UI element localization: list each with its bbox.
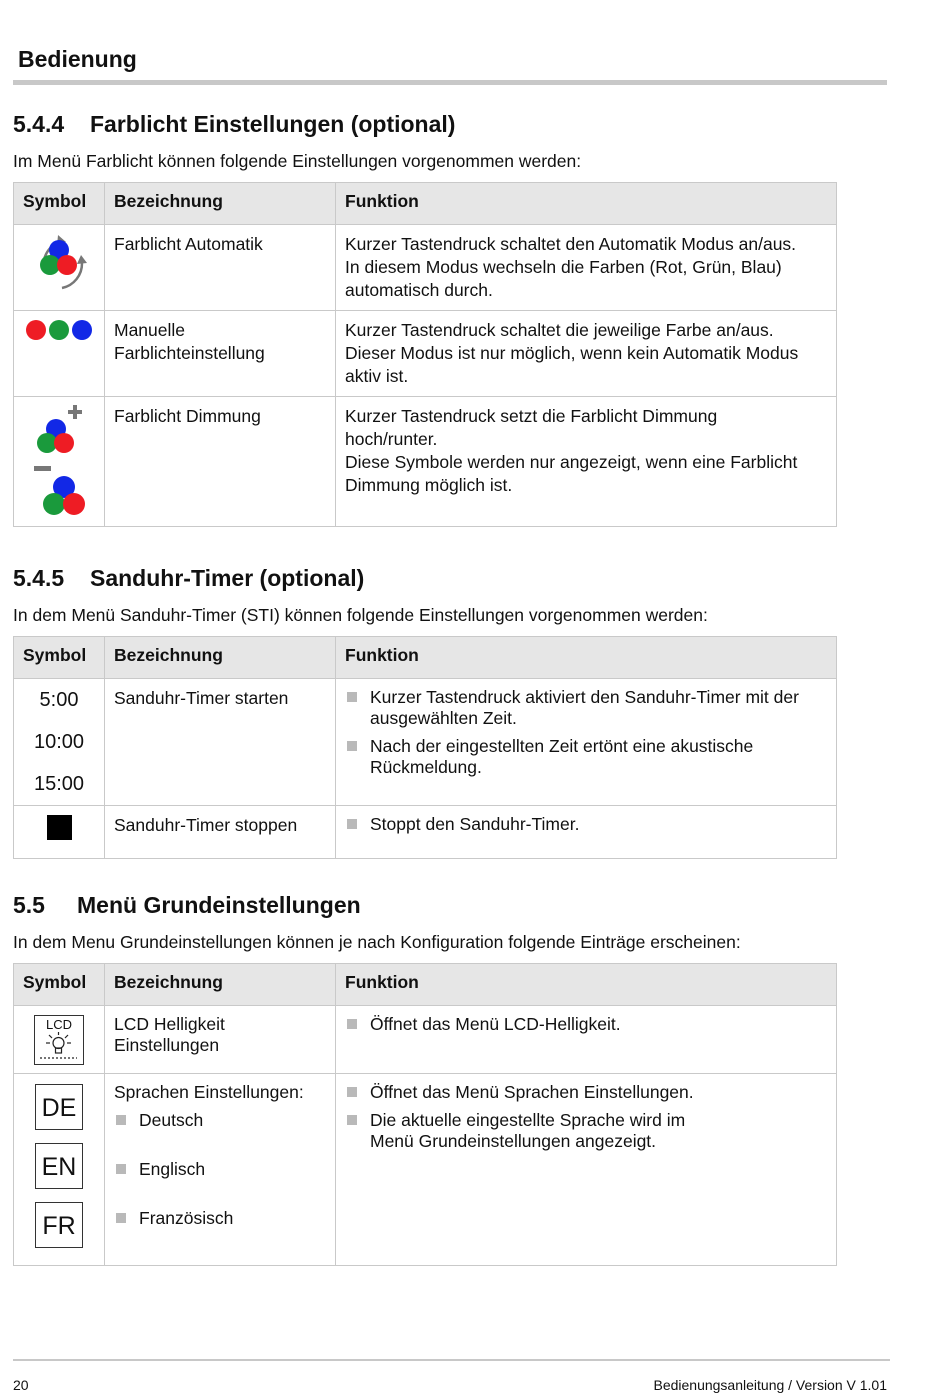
col-name: Bezeichnung (105, 183, 336, 225)
section-545-number: 5.4.5 (13, 565, 65, 591)
section-544-title: Farblicht Einstellungen (optional) (90, 111, 456, 137)
table-row (14, 1006, 837, 1074)
name-cell: Farblicht Automatik (105, 225, 336, 311)
symbol-cell (14, 397, 105, 527)
timer-5-option[interactable]: 5:00 (39, 689, 79, 711)
dimming-icon (14, 397, 105, 527)
farblicht-table (13, 182, 837, 527)
function-line: aktiv ist. (345, 366, 409, 386)
symbol-cell (14, 679, 105, 806)
footer-divider (13, 1359, 890, 1361)
plus-icon (68, 405, 82, 419)
name-cell: Farblicht Dimmung (105, 397, 336, 527)
function-line: hoch/runter. (345, 429, 438, 449)
name-line: LCD Helligkeit (114, 1014, 225, 1034)
section-55-number: 5.5 (13, 892, 45, 918)
name-line: Einstellungen (114, 1035, 220, 1055)
sanduhr-table (13, 636, 837, 859)
section-545-intro: In dem Menü Sanduhr-Timer (STI) können folgende Einstellungen vorgenommen werden: (13, 605, 708, 625)
function-line: automatisch durch. (345, 280, 493, 300)
name-cell (105, 1074, 336, 1266)
timer-10-option[interactable]: 10:00 (33, 731, 85, 753)
bullet-item (345, 1110, 827, 1152)
bullet-line: Öffnet das Menü LCD-Helligkeit. (370, 1014, 621, 1034)
bullet-list (345, 1014, 827, 1035)
lcd-label: LCD (45, 1017, 72, 1032)
rgb-dots-icon (14, 311, 105, 396)
lang-de-icon[interactable]: DE (35, 1084, 83, 1130)
table-row (14, 1074, 837, 1266)
col-symbol: Symbol (14, 637, 105, 679)
table-header-row (14, 964, 837, 1006)
name-cell: Sanduhr-Timer starten (105, 679, 336, 806)
language-list (114, 1110, 326, 1229)
symbol-cell (14, 1074, 105, 1266)
bullet-item (345, 1082, 827, 1103)
col-symbol: Symbol (14, 183, 105, 225)
header-divider (13, 80, 887, 85)
timer-15-option[interactable]: 15:00 (33, 773, 85, 795)
function-cell (336, 397, 837, 527)
name-line: Sprachen Einstellungen: (114, 1082, 304, 1102)
name-cell: Sanduhr-Timer stoppen (105, 806, 336, 859)
table-row (14, 225, 837, 311)
col-name: Bezeichnung (105, 637, 336, 679)
green-dot (49, 320, 69, 340)
color-cycle-icon (14, 225, 105, 310)
function-line: Dimmung möglich ist. (345, 475, 513, 495)
table-header-row (14, 183, 837, 225)
function-line: Kurzer Tastendruck setzt die Farblicht Dimmung (345, 406, 718, 426)
symbol-cell (14, 806, 105, 859)
col-name: Bezeichnung (105, 964, 336, 1006)
function-cell (336, 806, 837, 859)
table-row (14, 679, 837, 806)
red-dot (54, 433, 74, 453)
minus-icon (34, 466, 51, 471)
name-line: Manuelle (114, 320, 186, 340)
footer-version: Bedienungsanleitung / Version V 1.01 (653, 1377, 887, 1393)
section-55-intro: In dem Menu Grundeinstellungen können je nach Konfiguration folgende Einträge erscheinen: (13, 932, 741, 952)
bullet-line: Die aktuelle eingestellte Sprache wird im (370, 1110, 686, 1130)
stop-square-icon[interactable] (47, 815, 72, 840)
section-544-intro: Im Menü Farblicht können folgende Einstellungen vorgenommen werden: (13, 151, 582, 171)
section-55-heading (13, 892, 361, 919)
function-cell (336, 225, 837, 311)
function-line: Diese Symbole werden nur angezeigt, wenn eine Farblicht (345, 452, 798, 472)
bullet-line: Stoppt den Sanduhr-Timer. (370, 814, 580, 834)
bullet-item (345, 736, 827, 778)
bullet-item (345, 687, 827, 729)
bullet-item (345, 814, 827, 835)
function-cell (336, 311, 837, 397)
name-line: Farblichteinstellung (114, 343, 265, 363)
red-dot (57, 255, 77, 275)
col-function: Funktion (336, 183, 837, 225)
section-55-title: Menü Grundeinstellungen (77, 892, 361, 918)
section-545-heading (13, 565, 364, 592)
col-function: Funktion (336, 964, 837, 1006)
bulb-icon (35, 1032, 82, 1062)
name-cell (105, 311, 336, 397)
section-544-number: 5.4.4 (13, 111, 65, 137)
table-header-row (14, 637, 837, 679)
function-line: In diesem Modus wechseln die Farben (Rot, Grün, Blau) (345, 257, 782, 277)
function-cell (336, 1006, 837, 1074)
section-545-title: Sanduhr-Timer (optional) (90, 565, 365, 591)
bullet-line: Rückmeldung. (370, 757, 482, 777)
col-symbol: Symbol (14, 964, 105, 1006)
bullet-list (345, 814, 827, 835)
lang-fr-icon[interactable]: FR (35, 1202, 83, 1248)
list-item: Deutsch (114, 1110, 326, 1131)
bullet-line: Menü Grundeinstellungen angezeigt. (370, 1131, 657, 1151)
list-item: Französisch (114, 1208, 326, 1229)
symbol-cell (14, 311, 105, 397)
lang-en-icon[interactable]: EN (35, 1143, 83, 1189)
bullet-line: Nach der eingestellten Zeit ertönt eine akustische (370, 736, 754, 756)
table-row (14, 311, 837, 397)
bullet-list (345, 1082, 827, 1152)
symbol-cell (14, 225, 105, 311)
list-item: Englisch (114, 1159, 326, 1180)
blue-dot (72, 320, 92, 340)
function-line: Kurzer Tastendruck schaltet die jeweilige Farbe an/aus. (345, 320, 774, 340)
bullet-line: Öffnet das Menü Sprachen Einstellungen. (370, 1082, 694, 1102)
symbol-cell (14, 1006, 105, 1074)
table-row (14, 397, 837, 527)
function-line: Dieser Modus ist nur möglich, wenn kein Automatik Modus (345, 343, 799, 363)
function-line: Kurzer Tastendruck schaltet den Automatik Modus an/aus. (345, 234, 797, 254)
bullet-item (345, 1014, 827, 1035)
section-544-heading (13, 111, 455, 138)
green-dot (43, 493, 65, 515)
page-number: 20 (13, 1377, 29, 1393)
function-cell (336, 1074, 837, 1266)
bullet-list (345, 687, 827, 778)
grundeinstellungen-table (13, 963, 837, 1266)
table-row (14, 806, 837, 859)
name-cell (105, 1006, 336, 1074)
bullet-line: ausgewählten Zeit. (370, 708, 517, 728)
red-dot (63, 493, 85, 515)
col-function: Funktion (336, 637, 837, 679)
function-cell (336, 679, 837, 806)
bullet-line: Kurzer Tastendruck aktiviert den Sanduhr-Timer mit der (370, 687, 799, 707)
page-header: Bedienung (18, 46, 137, 72)
lcd-brightness-icon[interactable] (34, 1015, 84, 1065)
red-dot (26, 320, 46, 340)
